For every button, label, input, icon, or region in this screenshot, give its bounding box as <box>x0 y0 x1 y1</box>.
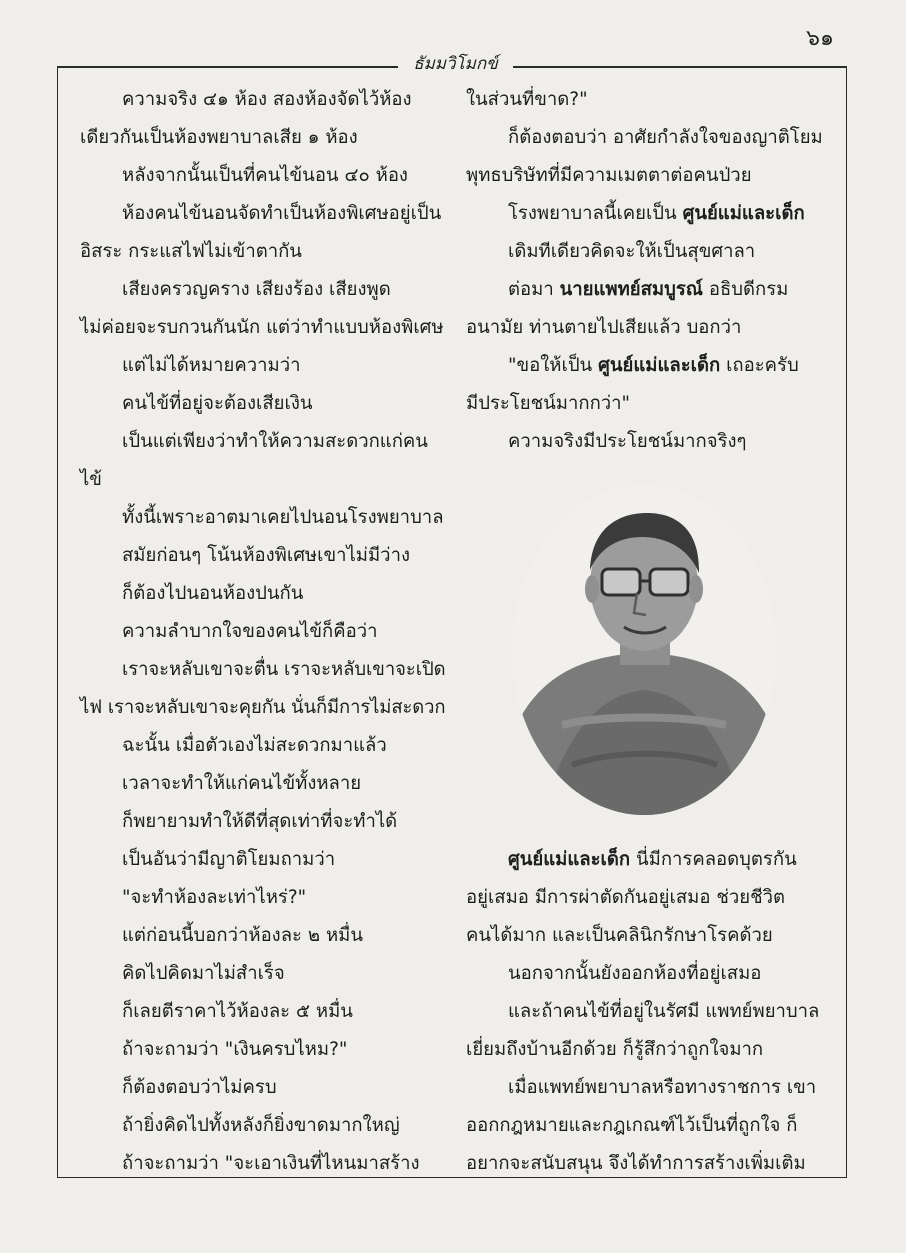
text-line: ในส่วนที่ขาด?" <box>466 89 588 110</box>
text-line: เดียวกันเป็นห้องพยาบาลเสีย ๑ ห้อง <box>80 127 358 148</box>
text-line: ก็ต้องตอบว่าไม่ครบ <box>122 1077 277 1098</box>
text-line: ก็เลยตีราคาไว้ห้องละ ๕ หมื่น <box>122 1001 353 1022</box>
text-line: ความจริง ๔๑ ห้อง สองห้องจัดไว้ห้อง <box>122 89 412 110</box>
text-line: เราจะหลับเขาจะตื่น เราจะหลับเขาจะเปิด <box>122 659 446 680</box>
text-line: ออกกฎหมายและกฎเกณฑ์ไว้เป็นที่ถูกใจ ก็ <box>466 1115 798 1136</box>
text-line: คนได้มาก และเป็นคลินิกรักษาโรคด้วย <box>466 925 773 946</box>
text-line: และถ้าคนไข้ที่อยู่ในรัศมี แพทย์พยาบาล <box>508 1001 820 1022</box>
text-run: โรงพยาบาลนี้เคยเป็น <box>508 203 683 224</box>
text-line: ทั้งนี้เพราะอาตมาเคยไปนอนโรงพยาบาล <box>122 507 444 528</box>
text-line: สมัยก่อนๆ โน้นห้องพิเศษเขาไม่มีว่าง <box>122 545 410 566</box>
running-head: ธัมมวิโมกข์ <box>413 54 498 74</box>
page-number: ๖๑ <box>806 26 834 51</box>
text-run: เถอะครับ <box>720 355 799 376</box>
text-line <box>508 848 797 872</box>
text-line <box>508 202 805 226</box>
text-line: คนไข้ที่อยู่จะต้องเสียเงิน <box>122 393 313 414</box>
text-line: มีประโยชน์มากกว่า" <box>466 393 631 414</box>
emphasis-text: ศูนย์แม่และเด็ก <box>508 849 631 870</box>
text-line: เวลาจะทำให้แก่คนไข้ทั้งหลาย <box>122 773 362 794</box>
text-line: ก็ต้องไปนอนห้องปนกัน <box>122 583 304 604</box>
text-run: "ขอให้เป็น <box>508 355 599 376</box>
text-line: อิสระ กระแสไฟไม่เข้าตากัน <box>80 241 302 262</box>
text-line: หลังจากนั้นเป็นที่คนไข้นอน ๔๐ ห้อง <box>122 165 408 186</box>
text-line: "จะทำห้องละเท่าไหร่?" <box>122 887 307 908</box>
text-line: นอกจากนั้นยังออกห้องที่อยู่เสมอ <box>508 963 762 984</box>
text-line: ฉะนั้น เมื่อตัวเองไม่สะดวกมาแล้ว <box>122 735 387 756</box>
text-line: ไฟ เราจะหลับเขาจะคุยกัน นั่นก็มีการไม่สะดวก <box>80 697 446 718</box>
text-line: เสียงครวญคราง เสียงร้อง เสียงพูด <box>122 279 391 300</box>
monk-portrait-photo <box>512 485 776 815</box>
emphasis-text: ศูนย์แม่และเด็ก <box>682 203 805 224</box>
text-line: ความลำบากใจของคนไข้ก็คือว่า <box>122 621 378 642</box>
text-line: เมื่อแพทย์พยาบาลหรือทางราชการ เขา <box>508 1077 817 1098</box>
text-line: เยี่ยมถึงบ้านอีกด้วย ก็รู้สึกว่าถูกใจมาก <box>466 1039 764 1060</box>
emphasis-text: นายแพทย์สมบูรณ์ <box>559 279 703 300</box>
text-line: แต่ก่อนนี้บอกว่าห้องละ ๒ หมื่น <box>122 925 363 946</box>
text-line: ก็พยายามทำให้ดีที่สุดเท่าที่จะทำได้ <box>122 811 398 832</box>
text-line: อยู่เสมอ มีการผ่าตัดกันอยู่เสมอ ช่วยชีวิต <box>466 887 786 908</box>
text-line <box>508 354 799 378</box>
portrait-illustration <box>512 485 776 815</box>
text-line: ถ้าจะถามว่า "จะเอาเงินที่ไหนมาสร้าง <box>122 1153 420 1174</box>
text-line <box>508 278 788 302</box>
text-line: เป็นอันว่ามีญาติโยมถามว่า <box>122 849 336 870</box>
text-line: ถ้ายิ่งคิดไปทั้งหลังก็ยิ่งขาดมากใหญ่ <box>122 1115 400 1136</box>
text-run: ต่อมา <box>508 279 560 300</box>
text-line: เป็นแต่เพียงว่าทำให้ความสะดวกแก่คน <box>122 431 428 452</box>
text-line: คิดไปคิดมาไม่สำเร็จ <box>122 963 285 984</box>
emphasis-text: ศูนย์แม่และเด็ก <box>598 355 721 376</box>
text-line: พุทธบริษัทที่มีความเมตตาต่อคนป่วย <box>466 165 752 186</box>
text-line: ห้องคนไข้นอนจัดทำเป็นห้องพิเศษอยู่เป็น <box>122 203 442 224</box>
text-line: ไข้ <box>80 469 102 490</box>
text-line: แต่ไม่ได้หมายความว่า <box>122 355 301 376</box>
text-line: ก็ต้องตอบว่า อาศัยกำลังใจของญาติโยม <box>508 127 823 148</box>
text-line: ความจริงมีประโยชน์มากจริงๆ <box>508 431 747 452</box>
text-line: อยากจะสนับสนุน จึงได้ทำการสร้างเพิ่มเติม <box>466 1153 806 1174</box>
text-line: อนามัย ท่านตายไปเสียแล้ว บอกว่า <box>466 317 742 338</box>
text-line: ไม่ค่อยจะรบกวนกันนัก แต่ว่าทำแบบห้องพิเศษ <box>80 317 444 338</box>
text-run: อธิบดีกรม <box>702 279 789 300</box>
text-line: ถ้าจะถามว่า "เงินครบไหม?" <box>122 1039 348 1060</box>
text-run: นี่มีการคลอดบุตรกัน <box>630 849 797 870</box>
text-line: เดิมทีเดียวคิดจะให้เป็นสุขศาลา <box>508 241 756 262</box>
